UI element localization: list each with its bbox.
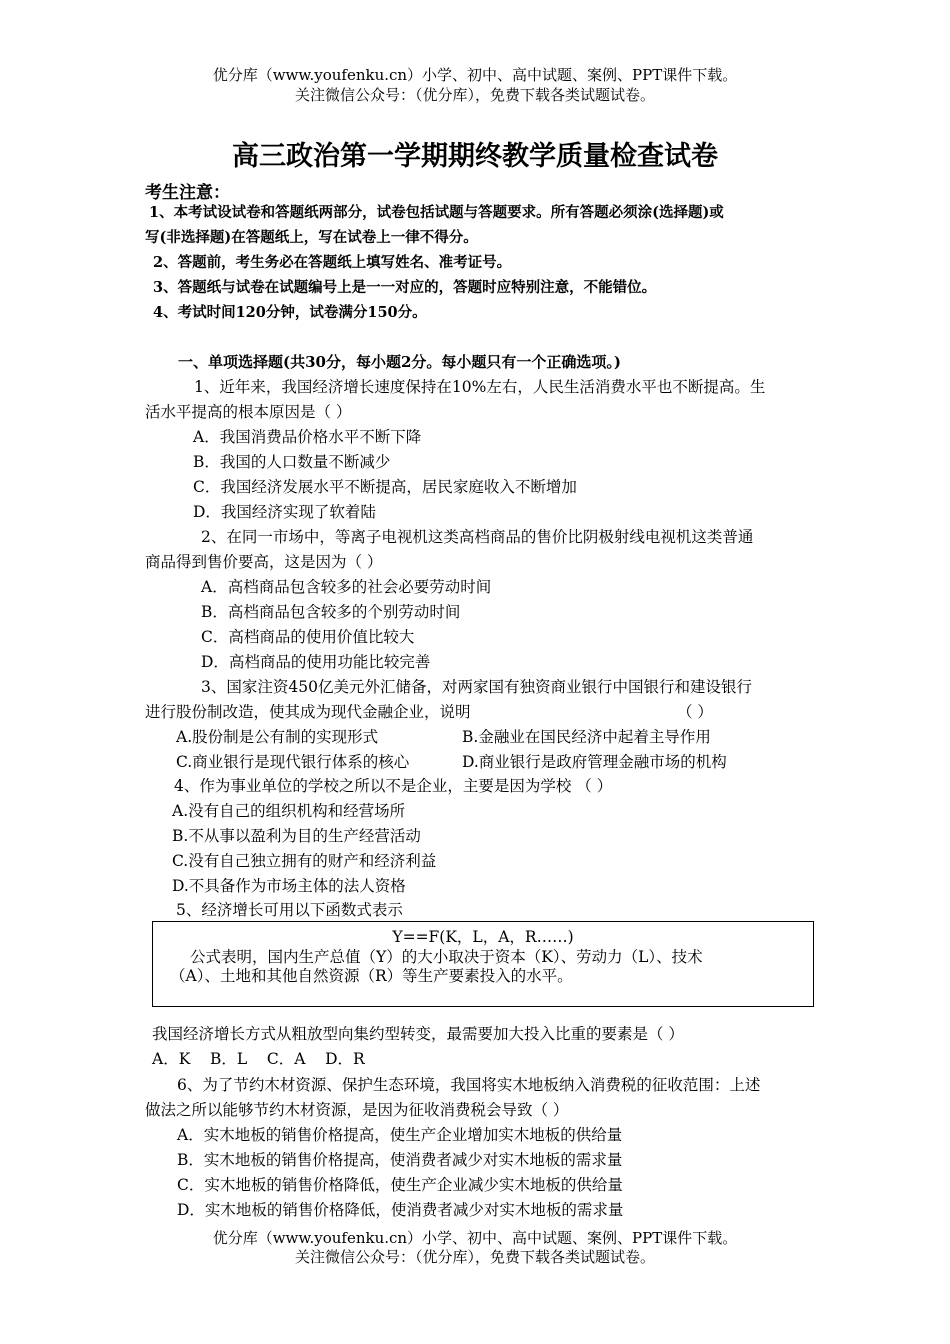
q5-question: 我国经济增长方式从粗放型向集约型转变，最需要加大投入比重的要素是（ ） (152, 1025, 684, 1043)
notice-item-1-line-2: 写(非选择题)在答题纸上，写在试卷上一律不得分。 (145, 229, 478, 246)
q6-stem-line-2: 做法之所以能够节约木材资源，是因为征收消费税会导致（ ） (145, 1101, 569, 1119)
header-line-1: 优分库（www.youfenku.cn）小学、初中、高中试题、案例、PPT课件下载。 (212, 66, 738, 84)
q3-option-c: C.商业银行是现代银行体系的核心 (176, 753, 410, 771)
q5-box-line-2: （A）、土地和其他自然资源（R）等生产要素投入的水平。 (170, 967, 573, 985)
q2-option-d: D．高档商品的使用功能比较完善 (201, 653, 431, 671)
q6-option-b: B．实木地板的销售价格提高，使消费者减少对实木地板的需求量 (177, 1151, 623, 1169)
q1-stem-line-2: 活水平提高的根本原因是（ ） (145, 403, 352, 421)
q1-option-d: D．我国经济实现了软着陆 (193, 503, 376, 521)
q1-option-b: B．我国的人口数量不断减少 (193, 453, 391, 471)
q3-option-d: D.商业银行是政府管理金融市场的机构 (462, 753, 727, 771)
section-1-heading: 一、单项选择题(共30分，每小题2分。每小题只有一个正确选项。) (178, 353, 622, 371)
q4-option-d: D.不具备作为市场主体的法人资格 (172, 877, 406, 895)
q6-option-a: A．实木地板的销售价格提高，使生产企业增加实木地板的供给量 (177, 1126, 623, 1144)
footer-line-2: 关注微信公众号：（优分库），免费下载各类试题试卷。 (294, 1248, 655, 1266)
q3-stem-line-2: 进行股份制改造，使其成为现代金融企业，说明 (145, 703, 471, 721)
q3-option-b: B.金融业在国民经济中起着主导作用 (462, 728, 711, 746)
q2-stem-line-1: 2、在同一市场中，等离子电视机这类高档商品的售价比阴极射线电视机这类普通 (201, 528, 754, 546)
notice-item-3: 3、答题纸与试卷在试题编号上是一一对应的，答题时应特别注意，不能错位。 (153, 279, 657, 296)
notice-item-1-line-1: 1、本考试设试卷和答题纸两部分，试卷包括试题与答题要求。所有答题必须涂(选择题)或 (149, 204, 724, 221)
footer-line-1: 优分库（www.youfenku.cn）小学、初中、高中试题、案例、PPT课件下载。 (212, 1229, 738, 1247)
page-title: 高三政治第一学期期终教学质量检查试卷 (232, 141, 718, 172)
q4-option-c: C.没有自己独立拥有的财产和经济利益 (172, 852, 437, 870)
notice-item-4: 4、考试时间120分钟，试卷满分150分。 (153, 304, 427, 321)
q2-option-a: A．高档商品包含较多的社会必要劳动时间 (201, 578, 492, 596)
q4-option-b: B.不从事以盈利为目的生产经营活动 (172, 827, 421, 845)
q4-stem: 4、作为事业单位的学校之所以不是企业，主要是因为学校 （ ） (174, 777, 613, 795)
notice-item-2: 2、答题前，考生务必在答题纸上填写姓名、准考证号。 (153, 254, 512, 271)
q2-option-b: B．高档商品包含较多的个别劳动时间 (201, 603, 461, 621)
q6-stem-line-1: 6、为了节约木材资源、保护生态环境，我国将实木地板纳入消费税的征收范围：上述 (177, 1076, 761, 1094)
notice-heading: 考生注意： (145, 183, 230, 203)
q3-stem-line-1: 3、国家注资450亿美元外汇储备，对两家国有独资商业银行中国银行和建设银行 (201, 678, 752, 696)
q1-option-c: C．我国经济发展水平不断提高，居民家庭收入不断增加 (193, 478, 577, 496)
q1-option-a: A．我国消费品价格水平不断下降 (193, 428, 422, 446)
q5-options: A．K B．L C．A D．R (152, 1050, 365, 1068)
q3-answer-paren: （ ） (677, 703, 713, 721)
q2-option-c: C．高档商品的使用价值比较大 (201, 628, 415, 646)
q6-option-c: C．实木地板的销售价格降低，使生产企业减少实木地板的供给量 (177, 1176, 623, 1194)
q3-option-a: A.股份制是公有制的实现形式 (176, 728, 379, 746)
q1-stem-line-1: 1、近年来，我国经济增长速度保持在10%左右，人民生活消费水平也不断提高。生 (194, 378, 766, 396)
q5-box-line-1: 公式表明，国内生产总值（Y）的大小取决于资本（K）、劳动力（L）、技术 (190, 948, 703, 966)
header-line-2: 关注微信公众号：（优分库），免费下载各类试题试卷。 (294, 86, 655, 104)
q2-stem-line-2: 商品得到售价要高，这是因为（ ） (145, 553, 383, 571)
q5-stem: 5、经济增长可用以下函数式表示 (176, 901, 403, 919)
q6-option-d: D．实木地板的销售价格降低，使消费者减少对实木地板的需求量 (177, 1201, 624, 1219)
q4-option-a: A.没有自己的组织机构和经营场所 (172, 802, 406, 820)
q5-formula: Y==F(K，L，A，R……) (392, 928, 574, 946)
